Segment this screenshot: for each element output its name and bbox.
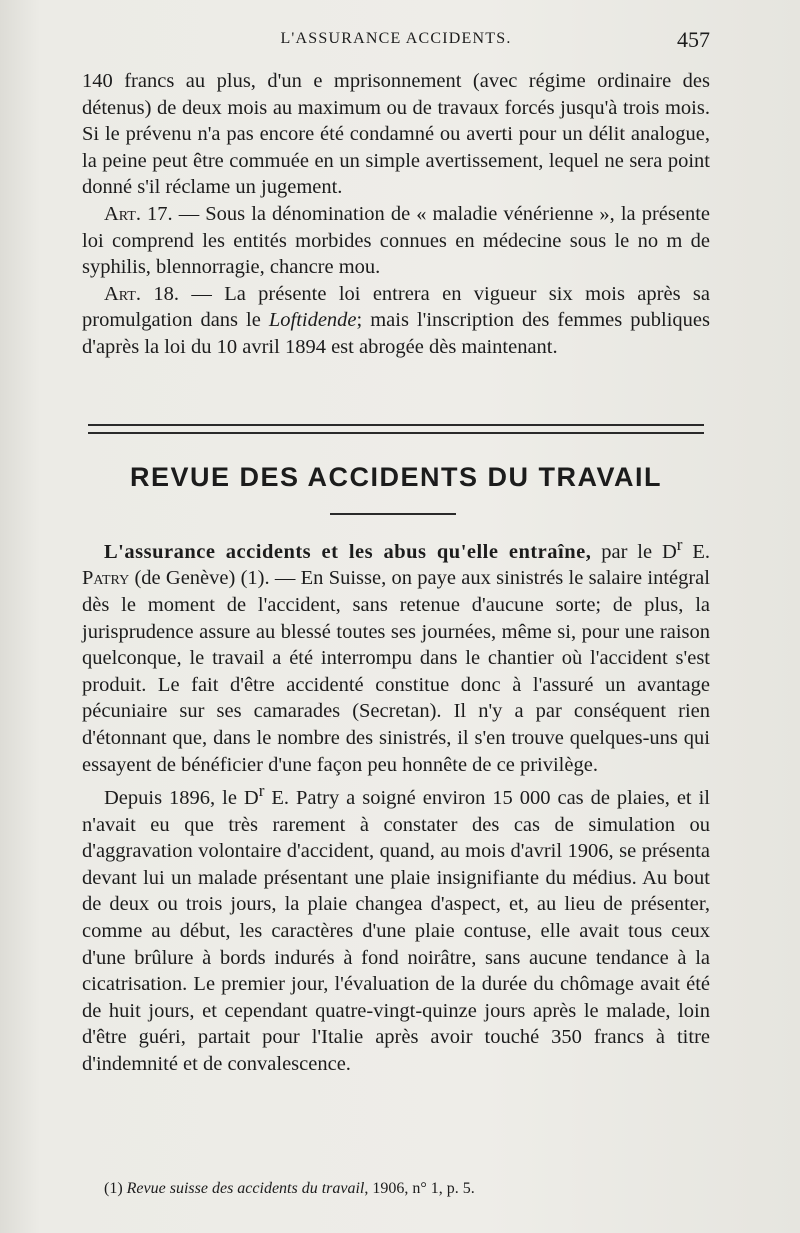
article-title: L'assurance accidents et les abus qu'elle entraîne, (104, 540, 592, 563)
footnote (104, 1180, 710, 1198)
article-17-paragraph (82, 201, 710, 281)
author-surname: Patry (82, 567, 130, 590)
article-17-label: Art. 17. (104, 202, 173, 225)
article-second-paragraph (82, 778, 710, 1077)
law-penalty-paragraph: 140 francs au plus, d'un e mprisonnement (avec régime ordinaire des détenus) de deux mois au maximum ou de travaux forcés jusqu'à trois mois. Si le prévenu n'a pas encore été condamné ou averti pour un délit analogue, la peine peut être commuée en un simple avertissement, lequel ne sera point donné s'il réclame un jugement. (82, 70, 710, 199)
byline-initial: E. (682, 540, 710, 563)
article-18-text-start: — La présente loi entrera en vigueur six mois après sa promulgation dans le (82, 282, 710, 332)
footnote-details: , 1906, n° 1, p. 5. (364, 1180, 475, 1197)
article-18-text-end: ; mais l'inscription des femmes publiques d'après la loi du 10 avril 1894 est abrogée dès maintenant. (82, 309, 710, 358)
byline-start: par le D (591, 540, 677, 563)
paragraph-two-text: E. Patry a soigné environ 15 000 cas de plaies, et il n'avait eu que très rarement à constater des cas de simulation ou d'aggravation volontaire d'accident, quand, au mois d'avril 1906, se présenta devant lui un malade présentant une plaie insignifiante du médius. Au bout de deux ou trois jours, la plaie changea d'aspect, et, au lieu de présenter, comme au début, les caractères d'une plaie contuse, elle avait tous ceux d'une brûlure à bords indurés à fond noirâtre, sans aucune tendance à la cicatrisation. Le premier jour, l'évaluation de la durée du chômage avait été de huit jours, et cependant quatre-vingt-quinze jours après le malade, loin d'être guéri, partait pour l'Italie après avoir touché 350 francs à titre d'indemnité et de convalescence. (82, 787, 710, 1075)
title-underline (330, 513, 456, 515)
running-head (82, 27, 710, 58)
journal-name: Loftidende (268, 309, 357, 332)
running-title: L'ASSURANCE ACCIDENTS. (280, 30, 512, 47)
byline-end: (de Genève) (1). (129, 567, 270, 590)
article-18-label: Art. 18. (104, 282, 179, 305)
paragraph-two-start: Depuis 1896, le D (104, 787, 259, 809)
previous-article-end (82, 68, 710, 361)
article-body (82, 532, 710, 1078)
article-first-paragraph (82, 532, 710, 778)
footnote-journal: Revue suisse des accidents du travail (126, 1180, 365, 1197)
article-18-paragraph (82, 281, 710, 361)
section-title: REVUE DES ACCIDENTS DU TRAVAIL (129, 462, 663, 492)
paragraph-two-sup: r (258, 781, 265, 801)
section-divider (88, 424, 704, 434)
article-first-paragraph-text: — En Suisse, on paye aux sinistrés le salaire intégral dès le moment de l'accident, sans retenue d'aucune sorte; de plus, la jurisprudence assure au blessé toutes ses journées, même si, pour une raison quelconque, le travail a été interrompu dans le chantier où l'accident s'est produit. Le fait d'être accidenté constitue donc à l'assuré un avantage pécuniaire sur ses camarades (Secretan). Il n'y a par conséquent rien d'étonnant que, dans le nombre des sinistrés, il s'en trouve quelques-uns qui essayent de bénéficier d'une façon peu honnête de ce privilège. (82, 567, 710, 776)
byline-title-sup: r (676, 535, 683, 554)
page-number: 457 (677, 27, 710, 52)
footnote-marker: (1) (104, 1180, 127, 1197)
article-17-text: — Sous la dénomination de « maladie vénérienne », la présente loi comprend les entités morbides connues en médecine sous le no m de syphilis, blennorragie, chancre mou. (82, 202, 710, 279)
